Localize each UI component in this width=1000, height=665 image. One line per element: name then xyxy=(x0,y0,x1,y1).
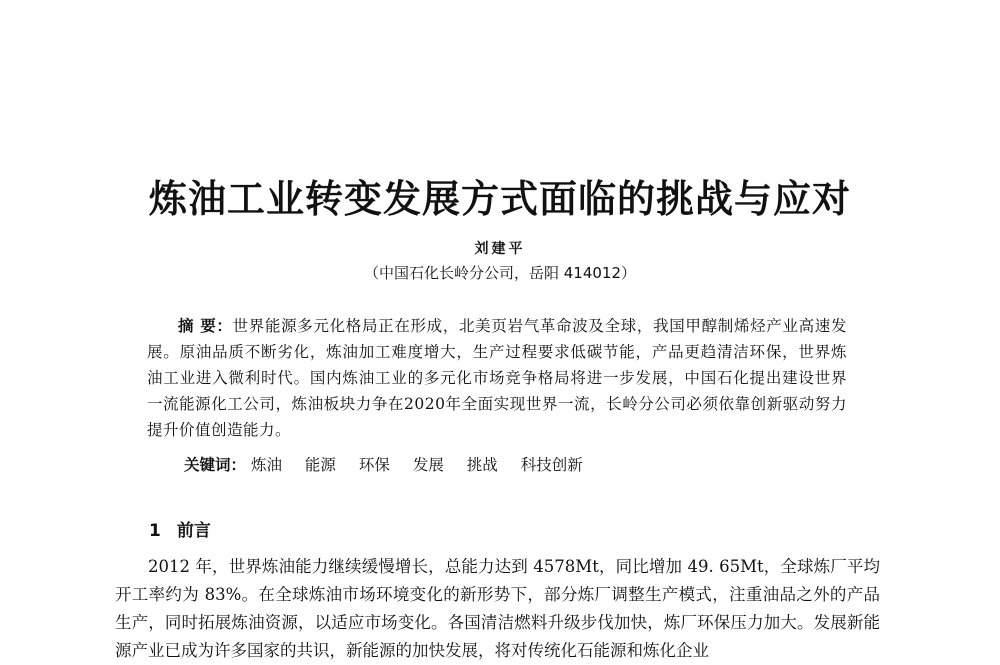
keyword: 环保 xyxy=(358,456,390,474)
author-name: 刘建平 xyxy=(474,241,526,257)
keyword: 炼油 xyxy=(250,456,282,474)
keywords-label: 关键词： xyxy=(184,456,247,474)
abstract-text: 世界能源多元化格局正在形成，北美页岩气革命波及全球，我国甲醇制烯烃产业高速发展。原油品质不断劣化，炼油加工难度增大，生产过程要求低碳节能，产品更趋清洁环保，世界炼油工业进入微利时代。国内炼油工业的多元化市场竞争格局将进一步发展，中国石化提出建设世界一流能源化工公司，炼油板块力争在2020年全面实现世界一流，长岭分公司必须依靠创新驱动努力提升价值创造能力。 xyxy=(147,317,847,439)
abstract-label: 摘 要： xyxy=(178,317,233,335)
keyword: 发展 xyxy=(412,456,444,474)
keywords xyxy=(184,453,864,477)
keyword: 能源 xyxy=(304,456,336,474)
body-paragraph: 2012 年，世界炼油能力继续缓慢增长，总能力达到 4578Mt，同比增加 49. 65Mt，全球炼厂平均开工率约为 83%。在全球炼油市场环境变化的新形势下，部分炼厂调整生产模式，注重油品之外的产品生产，同时拓展炼油资源，以适应市场变化。各国清洁燃料升级步伐加快，炼厂环保压力加大。发展新能源产业已成为许多国家的共识，新能源的加快发展，将对传统化石能源和炼化企业 xyxy=(115,557,880,660)
section-heading xyxy=(149,516,211,541)
author-affiliation: （中国石化长岭分公司，岳阳 414012） xyxy=(363,264,637,282)
section-title: 前言 xyxy=(176,521,211,541)
abstract xyxy=(147,313,847,443)
paper-title: 炼油工业转变发展方式面临的挑战与应对 xyxy=(148,177,851,221)
keyword: 科技创新 xyxy=(520,456,583,474)
keyword: 挑战 xyxy=(466,456,498,474)
section-number: 1 xyxy=(149,521,161,541)
